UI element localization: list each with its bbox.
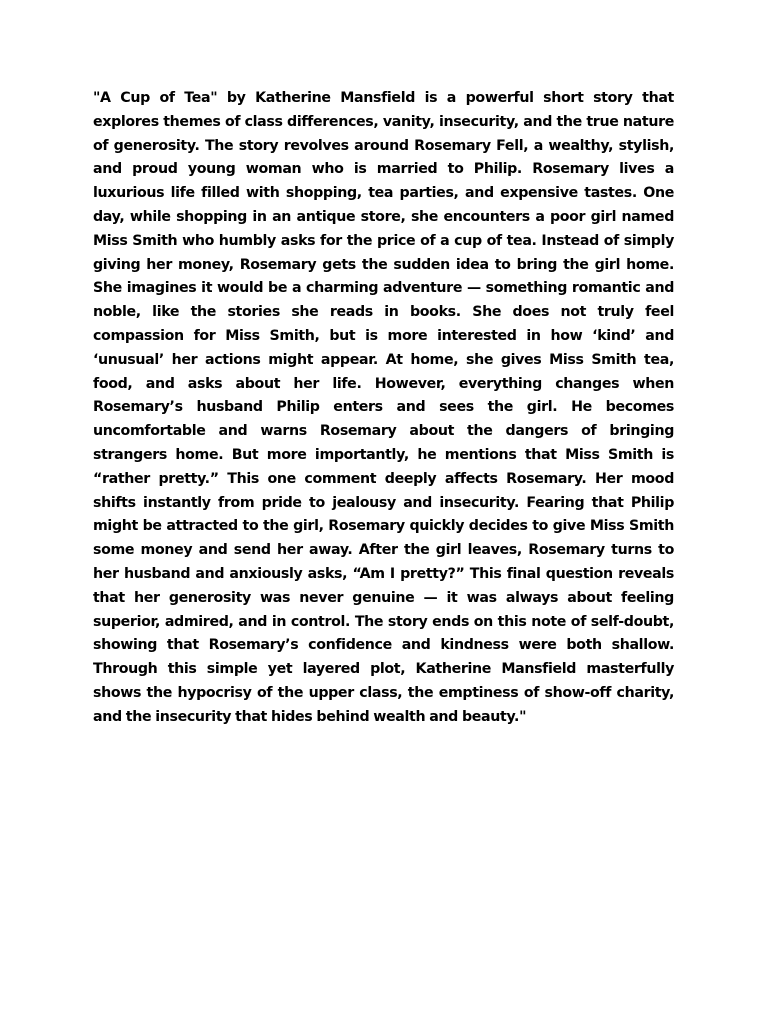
body-paragraph: "A Cup of Tea" by Katherine Mansfield is a powerful short story that explores themes of class differences, vanity, insecurity, and the true nature of generosity. The story revolves around Rosemary Fell, a wealthy, stylish, and proud young woman who is married to Philip. Rosemary lives a luxurious life filled with shopping, tea parties, and expensive tastes. One day, while shopping in an antique store, she encounters a poor girl named Miss Smith who humbly asks for the price of a cup of tea. Instead of simply giving her money, Rosemary gets the sudden idea to bring the girl home. She imagines it would be a charming adventure — something romantic and noble, like the stories she reads in books. She does not truly feel compassion for Miss Smith, but is more interested in how ‘kind’ and ‘unusual’ her actions might appear. At home, she gives Miss Smith tea, food, and asks about her life. However, everything changes when Rosemary’s husband Philip enters and sees the girl. He becomes uncomfortable and warns Rosemary about the dangers of bringing strangers home. But more importantly, he mentions that Miss Smith is “rather pretty.” This one comment deeply affects Rosemary. Her mood shifts instantly from pride to jealousy and insecurity. Fearing that Philip might be attracted to the girl, Rosemary quickly decides to give Miss Smith some money and send her away. After the girl leaves, Rosemary turns to her husband and anxiously asks, “Am I pretty?” This final question reveals that her generosity was never genuine — it was always about feeling superior, admired, and in control. The story ends on this note of self-doubt, showing that Rosemary’s confidence and kindness were both shallow. Through this simple yet layered plot, Katherine Mansfield masterfully shows the hypocrisy of the upper class, the emptiness of show-off charity, and the insecurity that hides behind wealth and beauty." [93,90,674,725]
